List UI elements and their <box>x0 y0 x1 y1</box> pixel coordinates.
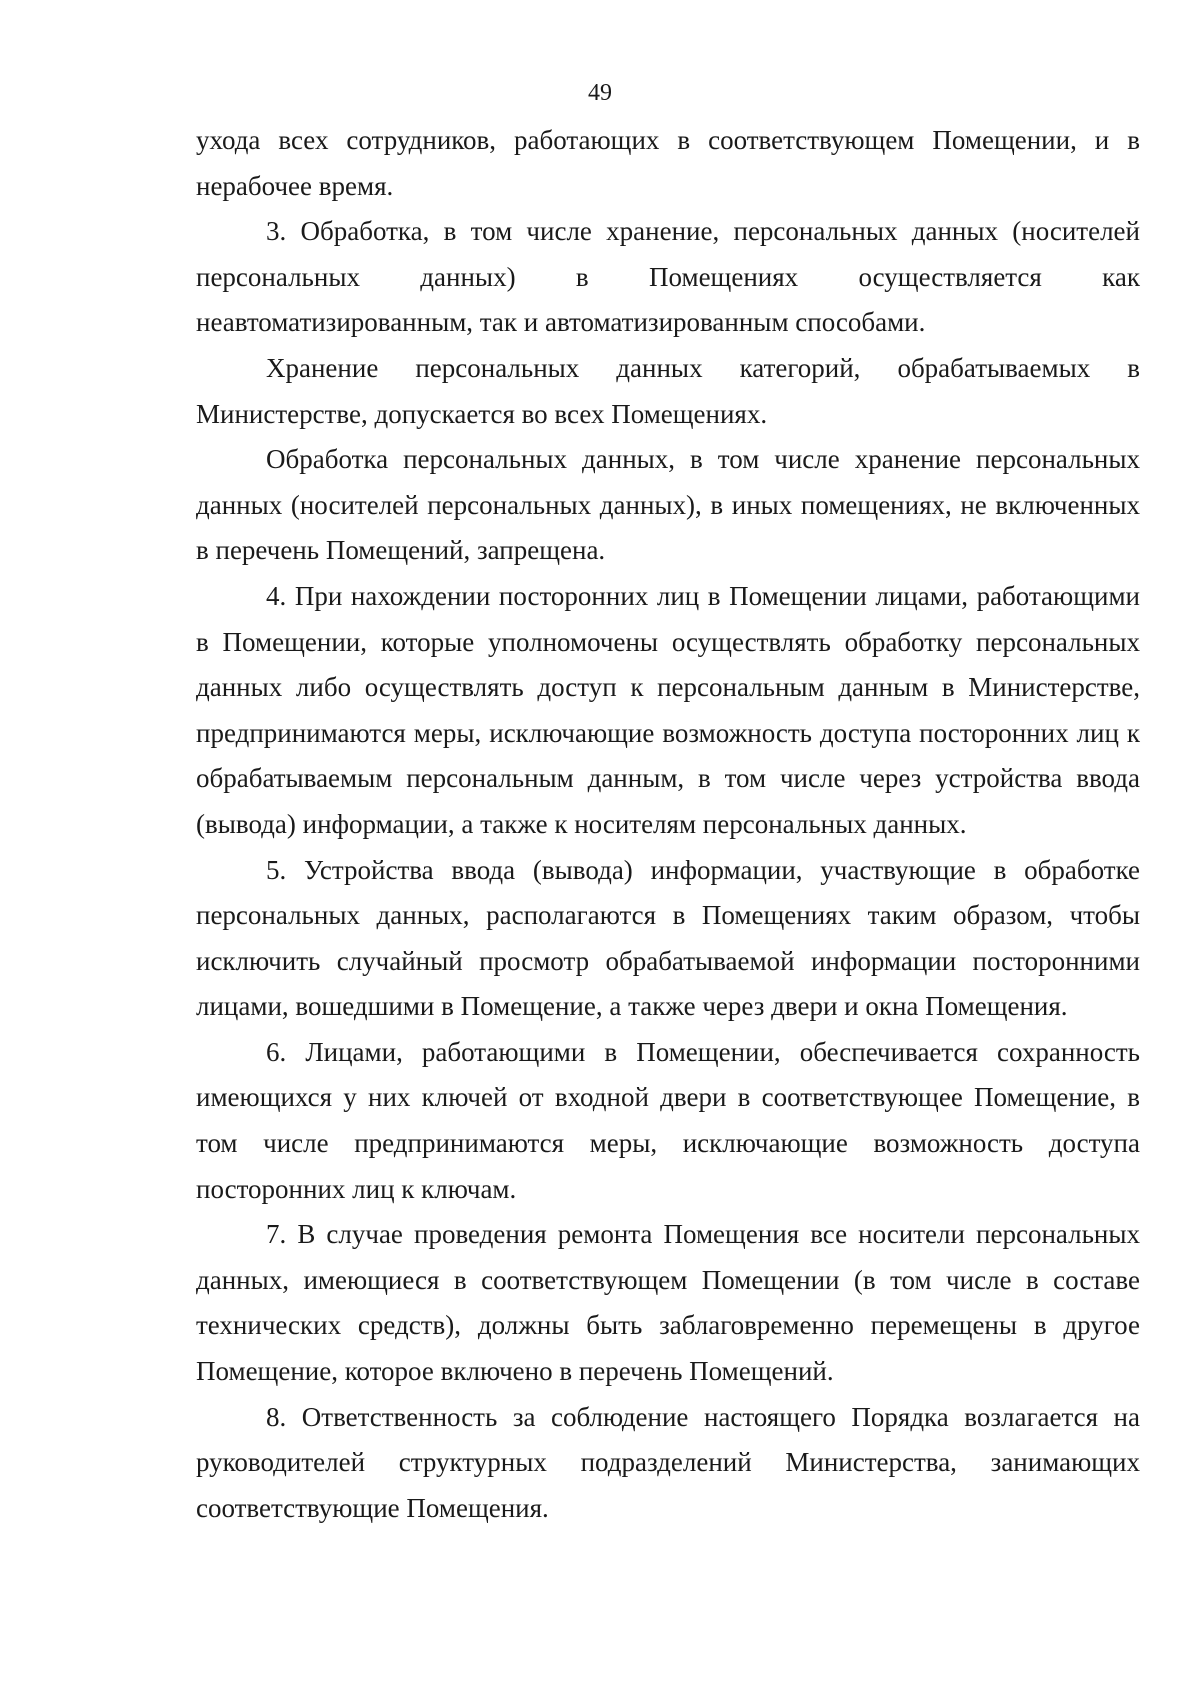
paragraph-continuation: ухода всех сотрудников, работающих в соответствующем Помещении, и в нерабочее время. <box>196 125 1140 201</box>
paragraph-item-4: 4. При нахождении посторонних лиц в Помещении лицами, работающими в Помещении, которые уполномочены осуществлять обработку персональных данных либо осуществлять доступ к персональным данным в Министерстве, предпринимаются меры, исключающие возможность доступа посторонних лиц к обрабатываемым персональным данным, в том числе через устройства ввода (вывода) информации, а также к носителям персональных данных. <box>196 580 1140 839</box>
paragraph-prohibition: Обработка персональных данных, в том числе хранение персональных данных (носителей персональных данных), в иных помещениях, не включенных в перечень Помещений, запрещена. <box>196 444 1140 566</box>
paragraph-item-5: 5. Устройства ввода (вывода) информации, участвующие в обработке персональных данных, располагаются в Помещениях таким образом, чтобы исключить случайный просмотр обрабатываемой информации посторонними лицами, вошедшими в Помещение, а также через двери и окна Помещения. <box>196 854 1140 1022</box>
document-body <box>196 118 1140 1531</box>
paragraph-item-7: 7. В случае проведения ремонта Помещения все носители персональных данных, имеющиеся в соответствующем Помещении (в том числе в составе технических средств), должны быть заблаговременно перемещены в другое Помещение, которое включено в перечень Помещений. <box>196 1219 1140 1387</box>
page-number: 49 <box>588 80 612 106</box>
paragraph-item-8: 8. Ответственность за соблюдение настоящего Порядка возлагается на руководителей структурных подразделений Министерства, занимающих соответствующие Помещения. <box>196 1401 1140 1523</box>
paragraph-item-6: 6. Лицами, работающими в Помещении, обеспечивается сохранность имеющихся у них ключей от входной двери в соответствующее Помещение, в том числе предпринимаются меры, исключающие возможность доступа посторонних лиц к ключам. <box>196 1036 1140 1204</box>
paragraph-item-3: 3. Обработка, в том числе хранение, персональных данных (носителей персональных данных) в Помещениях осуществляется как неавтоматизированным, так и автоматизированным способами. <box>196 216 1140 338</box>
paragraph-storage: Хранение персональных данных категорий, обрабатываемых в Министерстве, допускается во всех Помещениях. <box>196 352 1140 429</box>
